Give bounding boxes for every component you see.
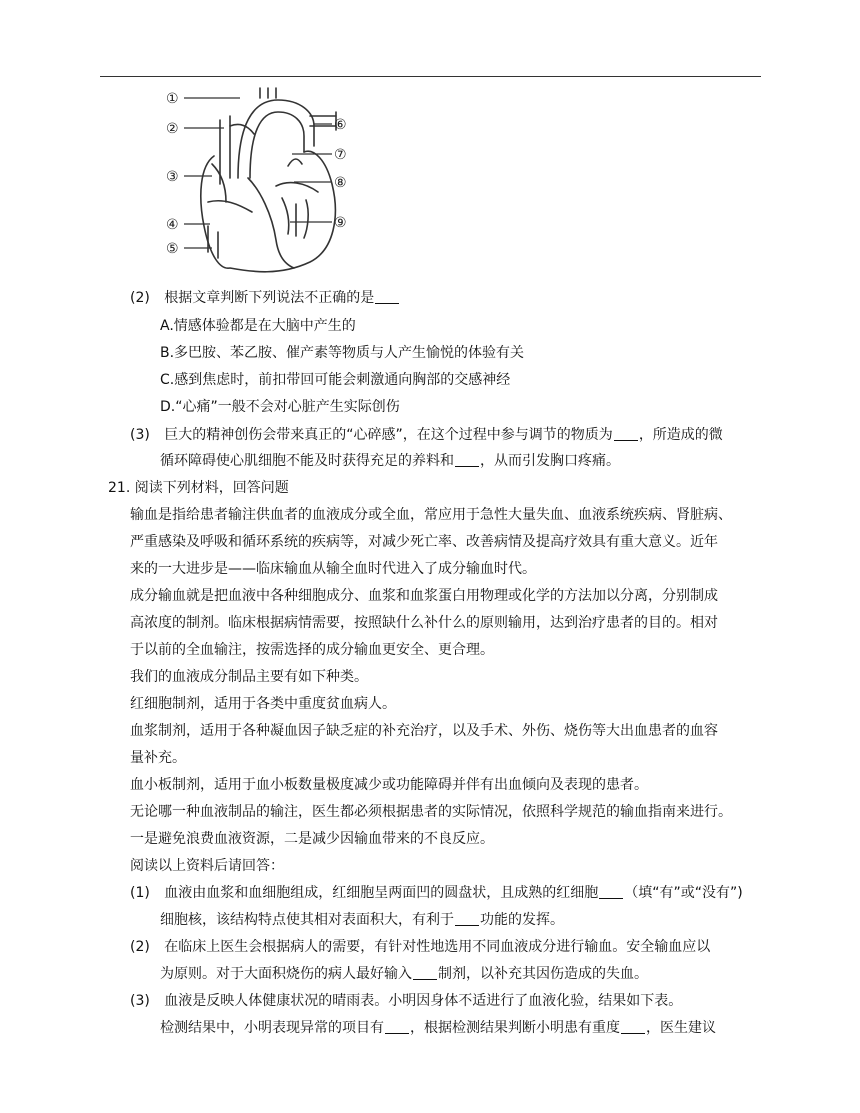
q21-sub1-text-2b: 功能的发挥。 (480, 912, 564, 928)
q21-sub1-text-1a: 血液由血浆和血细胞组成，红细胞呈两面凹的圆盘状，且成熟的红细胞 (164, 885, 599, 901)
q2-number: (2) (130, 290, 150, 306)
header-rule (100, 76, 761, 77)
q21-sub3-line-2 (160, 1018, 716, 1038)
q21-sub3-text-2b: ，根据检测结果判断小明患有重度 (410, 1020, 620, 1036)
label-5: ⑤ (166, 241, 179, 257)
q21-sub1-text-2a: 细胞核，该结构特点使其相对表面积大，有利于 (160, 912, 454, 928)
q21-para-line: 血小板制剂，适用于血小板数量极度减少或功能障碍并伴有出血倾向及表现的患者。 (130, 777, 648, 793)
q21-sub3-text-1: 血液是反映人体健康状况的晴雨表。小明因身体不适进行了血液化验，结果如下表。 (164, 993, 683, 1009)
label-9: ⑨ (334, 215, 347, 231)
q3-line-1 (130, 425, 723, 445)
q21-para-line: 于以前的全血输注，按需选择的成分输血更安全、更合理。 (130, 642, 494, 658)
q21-sub3-blank-2[interactable] (621, 1019, 645, 1034)
q21-para-line: 无论哪一种血液制品的输注，医生都必须根据患者的实际情况，依照科学规范的输血指南来进行。 (130, 804, 732, 820)
q21-sub1-line-1 (130, 883, 743, 903)
q3-blank-1[interactable] (614, 426, 638, 441)
label-6: ⑥ (334, 117, 347, 133)
q21-para-line: 一是避免浪费血液资源，二是减少因输血带来的不良反应。 (130, 831, 494, 847)
q21-para-line: 输血是指给患者输注供血者的血液成分或全血，常应用于急性大量失血、血液系统疾病、肾脏病、 (130, 507, 732, 523)
q21-sub2-text-2a: 为原则。对于大面积烧伤的病人最好输入 (160, 966, 412, 982)
q21-sub1-text-1b: （填“有”或“没有”) (624, 885, 743, 901)
q21-sub2-line-2 (160, 964, 648, 984)
q21-sub2-text-1: 在临床上医生会根据病人的需要，有针对性地选用不同血液成分进行输血。安全输血应以 (164, 939, 711, 955)
q3-text-2b: ，从而引发胸口疼痛。 (480, 453, 620, 469)
q2-option-c: C.感到焦虑时，前扣带回可能会刺激通向胸部的交感神经 (160, 372, 511, 388)
q21-sub2-line-1 (130, 937, 710, 957)
q3-line-2 (160, 451, 620, 471)
q21-sub1-number: (1) (130, 885, 150, 901)
q3-number: (3) (130, 427, 150, 443)
q21-para-line: 阅读以上资料后请回答： (130, 858, 284, 874)
q21-sub1-line-2 (160, 910, 564, 930)
q21-para-line: 高浓度的制剂。临床根据病情需要，按照缺什么补什么的原则输用，达到治疗患者的目的。相对 (130, 615, 718, 631)
q3-text-1b: ，所造成的微 (638, 427, 723, 443)
q21-para-line: 量补充。 (130, 750, 186, 766)
q3-blank-2[interactable] (455, 452, 479, 467)
label-3: ③ (166, 169, 179, 185)
label-8: ⑧ (334, 175, 347, 191)
q21-sub1-blank-2[interactable] (455, 911, 479, 926)
q21-sub3-line-1 (130, 991, 682, 1011)
q2-option-d: D.“心痛”一般不会对心脏产生实际创伤 (160, 399, 400, 415)
label-7: ⑦ (334, 147, 347, 163)
label-1: ① (166, 91, 179, 107)
q21-sub3-blank-1[interactable] (385, 1019, 409, 1034)
q21-para-line: 严重感染及呼吸和循环系统的疾病等，对减少死亡率、改善病情及提高疗效具有重大意义。近年 (130, 534, 718, 550)
q2-option-a: A.情感体验都是在大脑中产生的 (160, 318, 356, 334)
q21-para-line: 红细胞制剂，适用于各类中重度贫血病人。 (130, 696, 396, 712)
q21-para-line: 我们的血液成分制品主要有如下种类。 (130, 669, 368, 685)
q2-option-b: B.多巴胺、苯乙胺、催产素等物质与人产生愉悦的体验有关 (160, 345, 525, 361)
q21-sub3-text-2c: ，医生建议 (646, 1020, 716, 1036)
q21-para-line: 成分输血就是把血液中各种细胞成分、血浆和血浆蛋白用物理或化学的方法加以分离，分别制成 (130, 588, 718, 604)
heart-diagram (164, 86, 364, 286)
q3-text-2a: 循环障碍使心肌细胞不能及时获得充足的养料和 (160, 453, 454, 469)
q3-text-1a: 巨大的精神创伤会带来真正的“心碎感”，在这个过程中参与调节的物质为 (164, 427, 613, 443)
q21-para-line: 血浆制剂，适用于各种凝血因子缺乏症的补充治疗，以及手术、外伤、烧伤等大出血患者的血容 (130, 723, 718, 739)
q2-answer-blank[interactable] (375, 289, 399, 304)
q21-sub3-number: (3) (130, 993, 150, 1009)
q21-sub2-blank[interactable] (413, 965, 437, 980)
label-4: ④ (166, 217, 179, 233)
q21-title: 21. 阅读下列材料，回答问题 (108, 480, 289, 496)
q21-sub2-number: (2) (130, 939, 150, 955)
q2-stem-line (130, 288, 400, 308)
q21-sub2-text-2b: 制剂，以补充其因伤造成的失血。 (438, 966, 648, 982)
q21-para-line: 来的一大进步是——临床输血从输全血时代进入了成分输血时代。 (130, 561, 536, 577)
q2-stem: 根据文章判断下列说法不正确的是 (164, 290, 375, 306)
q21-sub1-blank-1[interactable] (599, 884, 623, 899)
q21-sub3-text-2a: 检测结果中，小明表现异常的项目有 (160, 1020, 384, 1036)
label-2: ② (166, 121, 179, 137)
